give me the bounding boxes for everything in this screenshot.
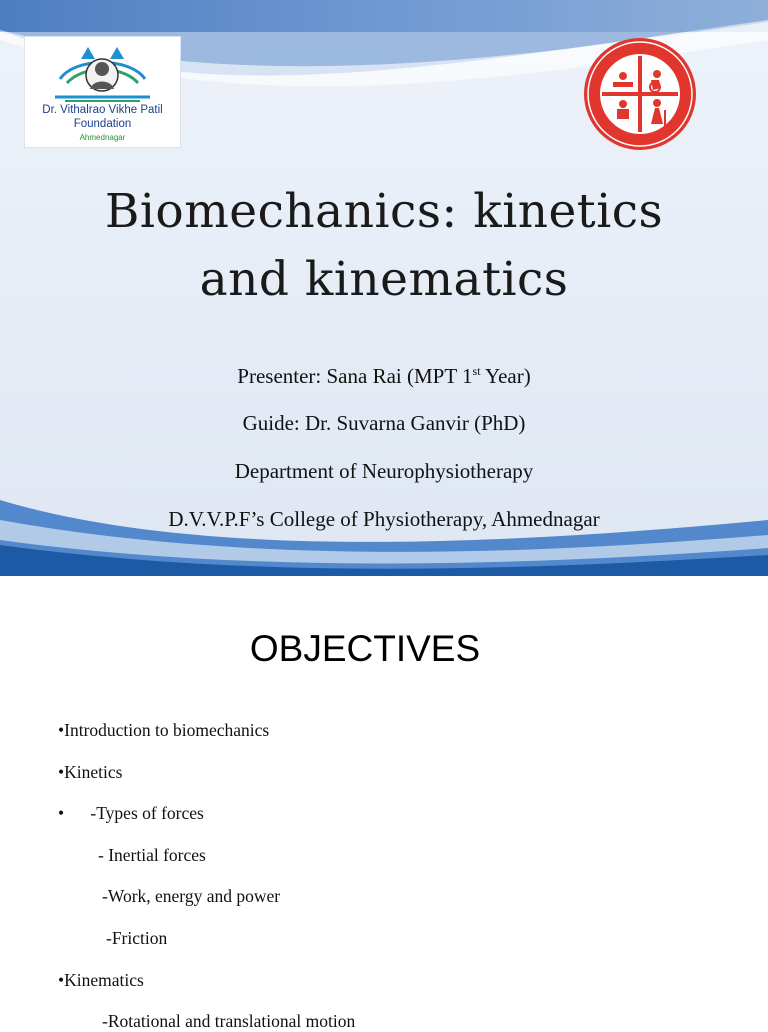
objective-item: •Kinematics	[58, 970, 144, 990]
objective-item: • -Types of forces	[58, 803, 204, 823]
objective-item: -Work, energy and power	[102, 886, 281, 906]
objective-item: •Introduction to biomechanics	[58, 720, 270, 740]
objective-item: -Rotational and translational motion	[102, 1011, 356, 1031]
foundation-name-line2: Foundation	[73, 118, 132, 130]
objectives-title: OBJECTIVES	[249, 628, 481, 669]
objectives-slide	[0, 576, 768, 1031]
college-seal-icon	[579, 36, 701, 152]
title-line-2: and kinematics	[199, 252, 569, 307]
presentation-title	[60, 178, 708, 314]
objective-item: •Kinetics	[58, 762, 123, 782]
portrait-emblem-icon	[25, 39, 180, 105]
foundation-location: Ahmednagar	[79, 133, 126, 142]
foundation-logo	[25, 37, 180, 147]
foundation-name-line1: Dr. Vithalrao Vikhe Patil	[42, 104, 163, 116]
objective-item: - Inertial forces	[98, 845, 206, 865]
objective-item: -Friction	[106, 928, 168, 948]
presenter-line	[40, 364, 728, 389]
presenter-suffix: Year)	[480, 364, 531, 388]
presenter-text: Presenter: Sana Rai (MPT 1	[237, 364, 473, 388]
college-line: D.V.V.P.F’s College of Physiotherapy, Ahmednagar	[168, 507, 600, 531]
guide-line: Guide: Dr. Suvarna Ganvir (PhD)	[242, 411, 526, 435]
department-line: Department of Neurophysiotherapy	[234, 459, 534, 483]
title-line-1: Biomechanics: kinetics	[104, 184, 664, 239]
presenter-ordinal: st	[472, 364, 481, 378]
